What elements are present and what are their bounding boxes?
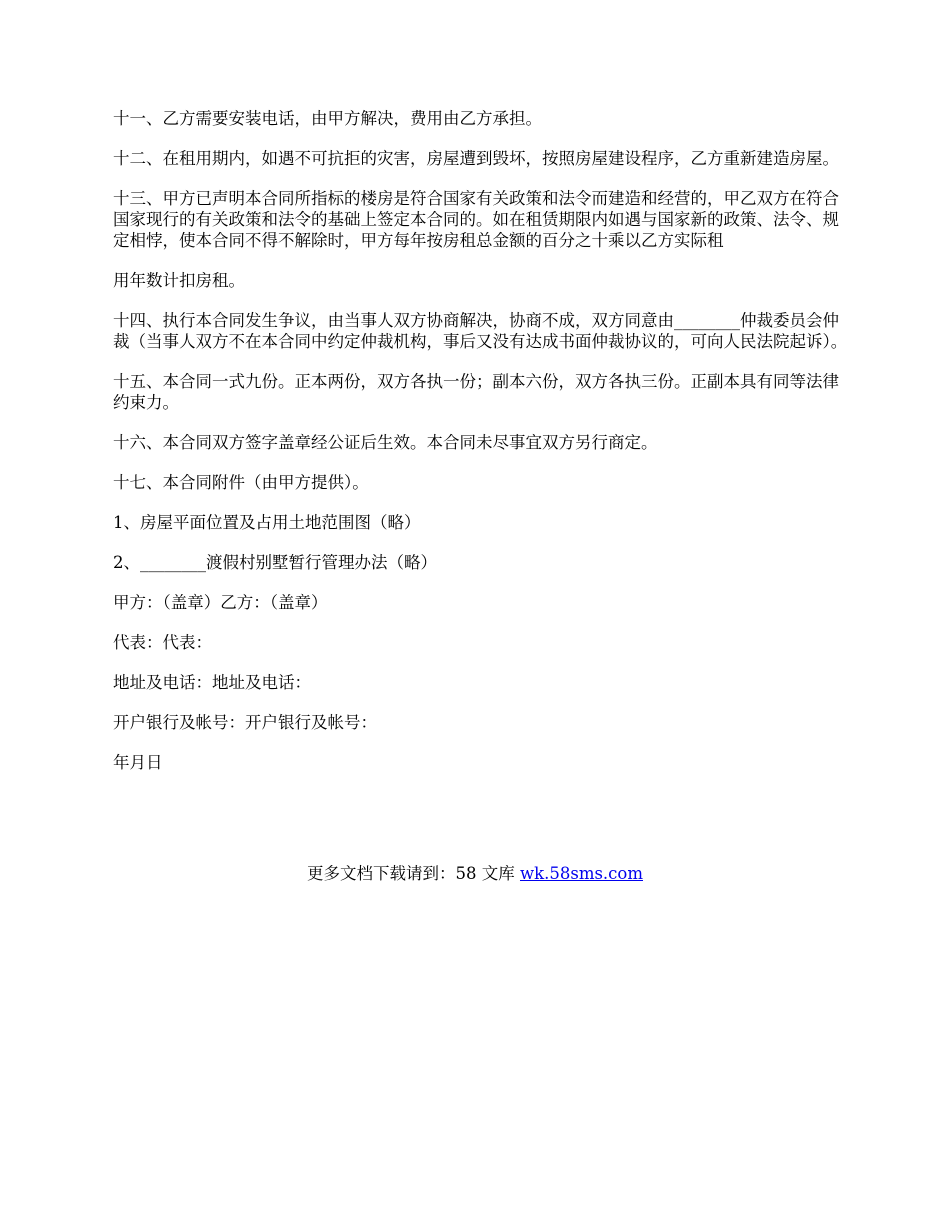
- signature-representatives: 代表：代表：: [113, 633, 212, 652]
- paragraph-16: 十六、本合同双方签字盖章经公证后生效。本合同未尽事宜双方另行商定。: [113, 433, 658, 452]
- attachment-item-1: 1、房屋平面位置及占用土地范围图（略）: [113, 513, 421, 532]
- footer-link[interactable]: wk.58sms.com: [519, 864, 643, 883]
- paragraph-11: 十一、乙方需要安装电话，由甲方解决，费用由乙方承担。: [113, 109, 542, 128]
- paragraph-13-continued: 用年数计扣房租。: [113, 271, 245, 290]
- paragraph-13: 十三、甲方已声明本合同所指标的楼房是符合国家有关政策和法令而建造和经营的，甲乙双方在符合国家现行的有关政策和法令的基础上签定本合同的。如在租赁期限内如遇与国家新的政策、法令、规定相悖，使本合同不得不解除时，甲方每年按房租总金额的百分之十乘以乙方实际租: [113, 189, 839, 250]
- attachment-item-2: 2、________渡假村别墅暂行管理办法（略）: [113, 553, 437, 572]
- paragraph-14: 十四、执行本合同发生争议，由当事人双方协商解决，协商不成，双方同意由________仲裁委员会仲裁（当事人双方不在本合同中约定仲裁机构，事后又没有达成书面仲裁协议的，可向人民法院起诉）。: [113, 311, 848, 351]
- signature-address-phone: 地址及电话：地址及电话：: [113, 673, 311, 692]
- page-footer: [0, 863, 950, 884]
- signature-bank-account: 开户银行及帐号：开户银行及帐号：: [113, 713, 377, 732]
- signature-parties: 甲方：（盖章）乙方：（盖章）: [113, 593, 328, 612]
- paragraph-17: 十七、本合同附件（由甲方提供）。: [113, 473, 369, 492]
- paragraph-12: 十二、在租用期内，如遇不可抗拒的灾害，房屋遭到毁坏，按照房屋建设程序，乙方重新建造房屋。: [113, 149, 839, 168]
- footer-text: 更多文档下载请到：58 文库: [306, 864, 520, 883]
- signature-date: 年月日: [113, 753, 163, 772]
- document-body: [113, 108, 853, 792]
- paragraph-15: 十五、本合同一式九份。正本两份，双方各执一份；副本六份，双方各执三份。正副本具有同等法律约束力。: [113, 372, 839, 412]
